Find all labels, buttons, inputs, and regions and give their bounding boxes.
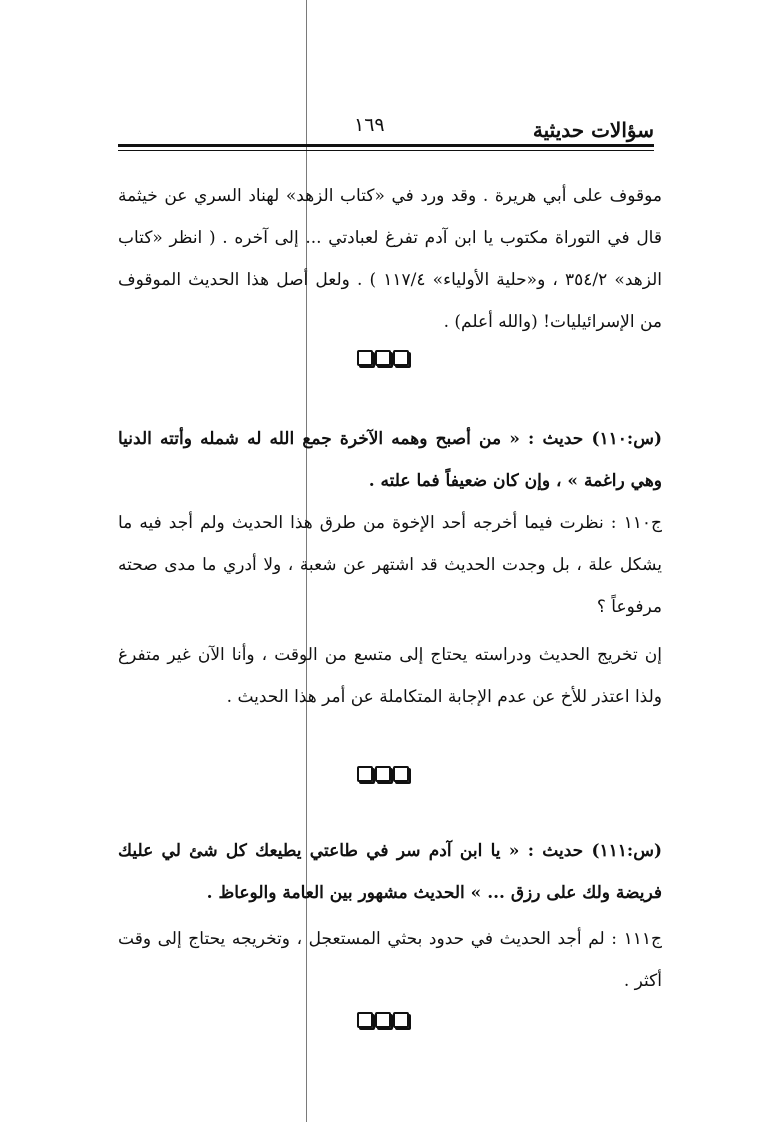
square-ornament-icon	[375, 766, 391, 782]
square-ornament-icon	[393, 1012, 409, 1028]
square-ornament-icon	[393, 766, 409, 782]
square-ornament-icon	[357, 766, 373, 782]
running-title: سؤالات حديثية	[532, 118, 654, 142]
square-ornament-icon	[375, 350, 391, 366]
section-separator	[0, 1012, 766, 1032]
page-number: ١٦٩	[354, 114, 385, 136]
answer-111: ج١١١ : لم أجد الحديث في حدود بحثي المستعجل ، وتخريجه يحتاج إلى وقت أكثر .	[118, 929, 662, 991]
paragraph-continuation: موقوف على أبي هريرة . وقد ورد في «كتاب الزهد» لهناد السري عن خيثمة قال في التوراة مكتوب يا ابن آدم تفرغ لعبادتي ... إلى آخره . ( انظر «كتاب الزهد» ٣٥٤/٢ ، و«حلية الأولياء» ١١٧/٤ ) . ولعل أصل هذا الحديث الموقوف من الإسرائيليات! (والله أعلم) .	[118, 186, 662, 332]
square-ornament-icon	[393, 350, 409, 366]
header-rule-thick	[118, 144, 654, 147]
answer-110-continued: إن تخريج الحديث ودراسته يحتاج إلى متسع من الوقت ، وأنا الآن غير متفرغ ولذا اعتذر للأخ عن عدم الإجابة المتكاملة عن أمر هذا الحديث .	[118, 645, 662, 707]
section-separator	[0, 350, 766, 370]
header-rule-thin	[118, 150, 654, 151]
square-ornament-icon	[357, 350, 373, 366]
question-110: (س:١١٠) حديث : « من أصبح وهمه الآخرة جمع الله له شمله وأتته الدنيا وهي راغمة » ، وإن كان ضعيفاً فما علته .	[118, 429, 662, 491]
question-111: (س:١١١) حديث : « يا ابن آدم سر في طاعتي يطيعك كل شئ لي عليك فريضة ولك على رزق ... » الحديث مشهور بين العامة والوعاظ .	[118, 841, 662, 903]
answer-110: ج١١٠ : نظرت فيما أخرجه أحد الإخوة من طرق هذا الحديث ولم أجد فيه ما يشكل علة ، بل وجدت الحديث قد اشتهر عن شعبة ، ولا أدري ما مدى صحته مرفوعاً ؟	[118, 513, 662, 617]
square-ornament-icon	[375, 1012, 391, 1028]
section-separator	[0, 766, 766, 786]
square-ornament-icon	[357, 1012, 373, 1028]
